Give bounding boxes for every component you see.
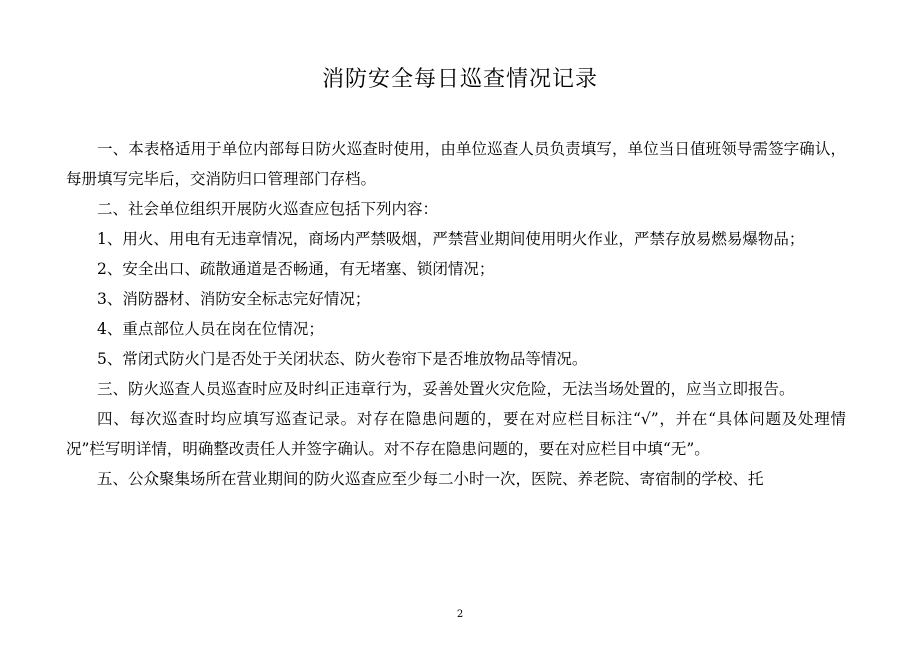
paragraph-9: 四、每次巡查时均应填写巡查记录。对存在隐患问题的，要在对应栏目标注“√”，并在“具体问题及处理情况”栏写明详情，明确整改责任人并签字确认。对不存在隐患问题的，要在对应栏目中填“无”。 bbox=[66, 410, 846, 458]
paragraph-2: 二、社会单位组织开展防火巡查应包括下列内容： bbox=[97, 200, 439, 218]
page-number: 2 bbox=[456, 609, 464, 620]
paragraph-3: 1、用火、用电有无违章情况，商场内严禁吸烟，严禁营业期间使用明火作业，严禁存放易燃易爆物品； bbox=[97, 230, 805, 248]
paragraph-6: 4、重点部位人员在岗在位情况； bbox=[97, 320, 324, 338]
paragraph-5: 3、消防器材、消防安全标志完好情况； bbox=[97, 290, 371, 308]
document-body bbox=[66, 134, 846, 494]
paragraph-7: 5、常闭式防火门是否处于关闭状态、防火卷帘下是否堆放物品等情况。 bbox=[97, 350, 588, 368]
paragraph-8: 三、防火巡查人员巡查时应及时纠正违章行为，妥善处置火灾危险，无法当场处置的，应当立即报告。 bbox=[97, 380, 795, 398]
paragraph-10: 五、公众聚集场所在营业期间的防火巡查应至少每二小时一次，医院、养老院、寄宿制的学校、托 bbox=[97, 470, 764, 488]
document-title: 消防安全每日巡查情况记录 bbox=[321, 67, 598, 92]
paragraph-4: 2、安全出口、疏散通道是否畅通，有无堵塞、锁闭情况； bbox=[97, 260, 495, 278]
paragraph-1: 一、本表格适用于单位内部每日防火巡查时使用，由单位巡查人员负责填写，单位当日值班领导需签字确认，每册填写完毕后，交消防归口管理部门存档。 bbox=[66, 140, 846, 188]
